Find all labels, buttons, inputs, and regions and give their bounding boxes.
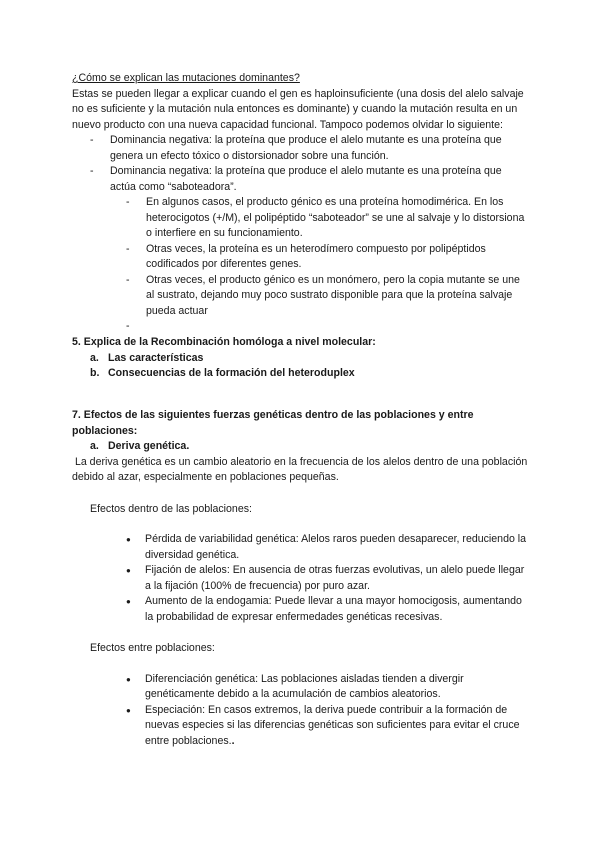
section-5	[72, 335, 530, 382]
mutations-heading: ¿Cómo se explican las mutaciones dominantes?	[72, 72, 300, 84]
mutations-intro: Estas se pueden llegar a explicar cuando el gen es haploinsuficiente (una dosis del alelo salvaje no es suficiente y la mutación nula entonces es dominante) y cuando la mutación resulta en un nuevo producto con una nueva capacidad funcional. Tampoco podemos olvidar lo siguiente:	[72, 87, 524, 131]
mutations-list	[90, 133, 530, 195]
section-7-subheading	[90, 439, 530, 455]
list-text: Las características	[108, 351, 204, 364]
section-7-heading: 7. Efectos de las siguientes fuerzas genéticas dentro de las poblaciones y entre poblaciones:	[72, 409, 474, 437]
list-marker: a.	[90, 351, 99, 364]
drift-definition: La deriva genética es un cambio aleatorio en la frecuencia de los alelos dentro de una población debido al azar, especialmente en poblaciones pequeñas.	[72, 455, 531, 483]
list-item: ● Fijación de alelos: En ausencia de otras fuerzas evolutivas, un alelo puede llegar a la fijación (100% de frecuencia) por puro azar.	[126, 563, 530, 594]
within-label: Efectos dentro de las poblaciones:	[90, 502, 252, 515]
list-item: - Dominancia negativa: la proteína que produce el alelo mutante es una proteína que actúa como “saboteadora”.	[90, 164, 530, 195]
list-marker: b.	[90, 367, 100, 379]
list-item	[90, 366, 530, 382]
list-item	[90, 351, 530, 367]
list-item: - Otras veces, la proteína es un heterodímero compuesto por polipéptidos codificados por diferentes genes.	[126, 242, 530, 273]
list-marker: a.	[90, 440, 99, 452]
list-item	[126, 319, 530, 335]
between-list	[126, 672, 530, 750]
list-text: Consecuencias de la formación del heteroduplex	[108, 367, 355, 379]
list-item: ● Diferenciación genética: Las poblaciones aisladas tienden a divergir genéticamente debido a la acumulación de cambios aleatorios.	[126, 672, 530, 703]
list-item: - En algunos casos, el producto génico es una proteína homodimérica. En los heterocigotos (+/M), el polipéptido “saboteador” se une al salvaje y lo distorsiona o interfiere en su funcionamiento.	[126, 195, 530, 242]
list-item: ● Aumento de la endogamia: Puede llevar a una mayor homocigosis, aumentando la probabilidad de expresar enfermedades genéticas recesivas.	[126, 594, 530, 625]
list-item: - Otras veces, el producto génico es un monómero, pero la copia mutante se une al sustrato, dejando muy poco sustrato disponible para que la proteína salvaje pueda actuar	[126, 273, 530, 320]
section-5-list	[90, 351, 530, 382]
section-7	[72, 408, 530, 749]
final-period: .	[231, 734, 235, 747]
section-5-heading: 5. Explica de la Recombinación homóloga a nivel molecular:	[72, 336, 376, 348]
list-text: Especiación: En casos extremos, la deriva puede contribuir a la formación de nuevas especies si las diferencias genéticas son suficientes para evitar el cruce entre poblaciones.	[145, 703, 520, 747]
list-item: ● Pérdida de variabilidad genética: Alelos raros pueden desaparecer, reduciendo la diversidad genética.	[126, 532, 530, 563]
mutations-section	[72, 71, 530, 335]
subheading-text: Deriva genética.	[108, 440, 190, 452]
within-list	[126, 532, 530, 625]
between-label: Efectos entre poblaciones:	[90, 642, 215, 654]
mutations-sublist	[126, 195, 530, 335]
list-item: - Dominancia negativa: la proteína que produce el alelo mutante es una proteína que genera un efecto tóxico o distorsionador sobre una función.	[90, 133, 530, 164]
list-item	[126, 703, 530, 750]
